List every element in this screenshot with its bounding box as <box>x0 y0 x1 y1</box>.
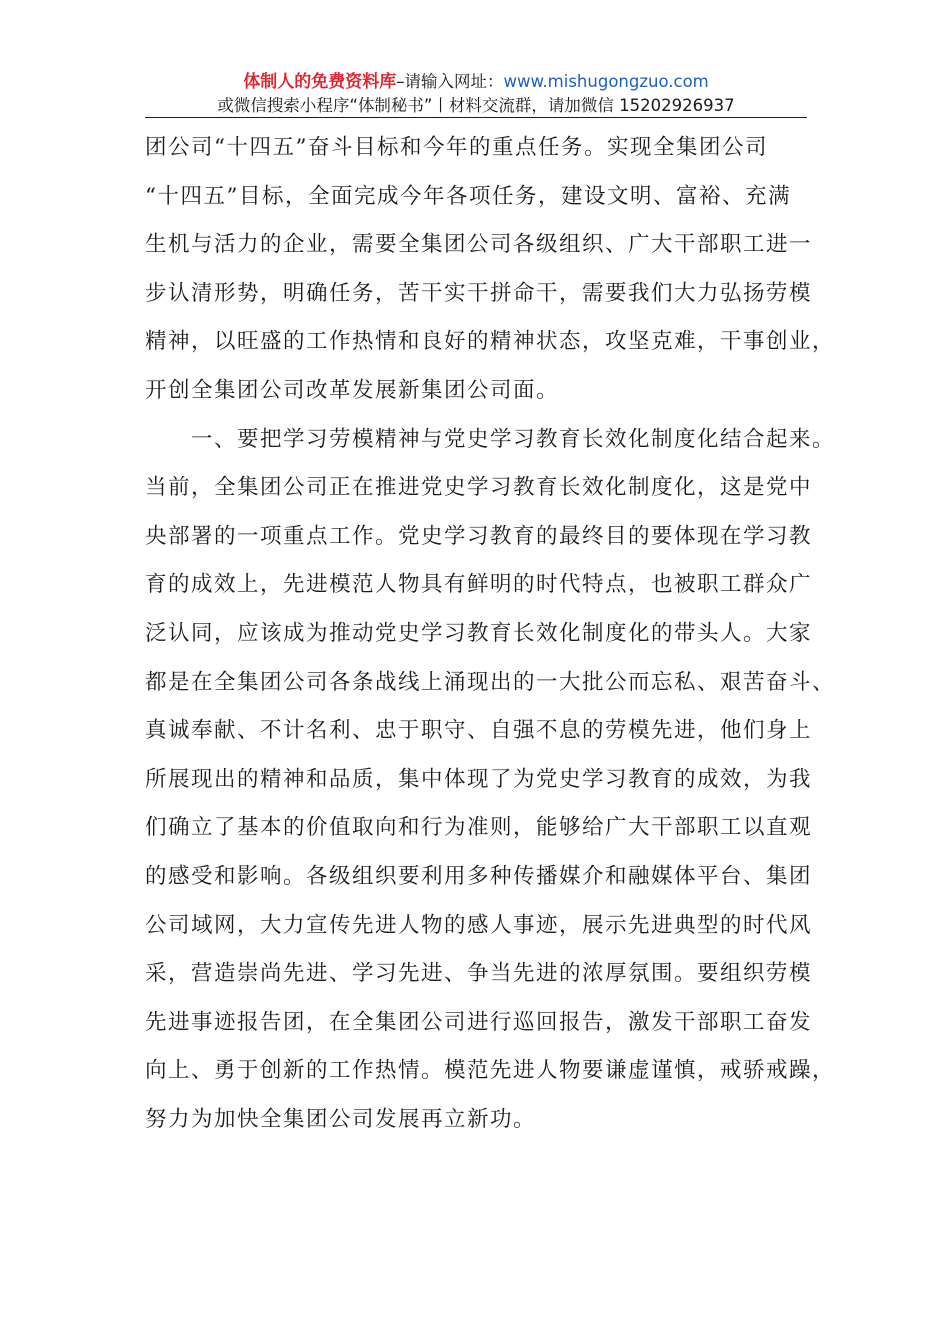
body-line: 先进事迹报告团，在全集团公司进行巡回报告，激发干部职工奋发 <box>145 1009 813 1035</box>
header-url-prompt: –请输入网址： <box>396 72 504 91</box>
body-line: 当前，全集团公司正在推进党史学习教育长效化制度化，这是党中 <box>145 475 813 501</box>
page-header <box>145 70 807 118</box>
header-divider <box>145 117 807 118</box>
body-line: 们确立了基本的价值取向和行为准则，能够给广大干部职工以直观 <box>145 815 813 841</box>
body-line: 都是在全集团公司各条战线上涌现出的一大批公而忘私、艰苦奋斗、 <box>145 669 836 695</box>
body-line: 央部署的一项重点工作。党史学习教育的最终目的要体现在学习教 <box>145 523 813 549</box>
body-line: 所展现出的精神和品质，集中体现了为党史学习教育的成效，为我 <box>145 766 813 792</box>
section-heading-line: 一、要把学习劳模精神与党史学习教育长效化制度化结合起来。 <box>145 426 836 452</box>
body-line: 团公司“十四五”奋斗目标和今年的重点任务。实现全集团公司 <box>145 135 768 160</box>
body-line: “十四五”目标，全面完成今年各项任务，建设文明、富裕、充满 <box>145 183 791 209</box>
body-line: 育的成效上，先进模范人物具有鲜明的时代特点，也被职工群众广 <box>145 572 813 598</box>
body-line: 的感受和影响。各级组织要利用多种传播媒介和融媒体平台、集团 <box>145 863 813 889</box>
header-wechat-line: 或微信搜索小程序“体制秘书”丨材料交流群，请加微信 15202926937 <box>217 96 735 115</box>
header-url-link[interactable]: www.mishugongzuo.com <box>503 72 709 91</box>
body-line: 真诚奉献、不计名利、忠于职守、自强不息的劳模先进，他们身上 <box>145 718 813 744</box>
body-line: 公司域网，大力宣传先进人物的感人事迹，展示先进典型的时代风 <box>145 912 813 938</box>
body-line: 泛认同，应该成为推动党史学习教育长效化制度化的带头人。大家 <box>145 620 813 646</box>
body-line: 向上、勇于创新的工作热情。模范先进人物要谦虚谨慎，戒骄戒躁， <box>145 1058 836 1084</box>
body-line: 努力为加快全集团公司发展再立新功。 <box>145 1106 537 1132</box>
document-body <box>145 124 836 1144</box>
header-banner-line <box>145 70 807 94</box>
body-line: 步认清形势，明确任务，苦干实干拼命干，需要我们大力弘扬劳模 <box>145 280 813 306</box>
body-line: 精神，以旺盛的工作热情和良好的精神状态，攻坚克难，干事创业， <box>145 329 836 355</box>
body-line: 开创全集团公司改革发展新集团公司面。 <box>145 377 560 403</box>
body-line: 生机与活力的企业，需要全集团公司各级组织、广大干部职工进一 <box>145 232 813 258</box>
header-brand: 体制人的免费资料库 <box>243 72 397 92</box>
body-line: 采，营造崇尚先进、学习先进、争当先进的浓厚氛围。要组织劳模 <box>145 961 813 987</box>
